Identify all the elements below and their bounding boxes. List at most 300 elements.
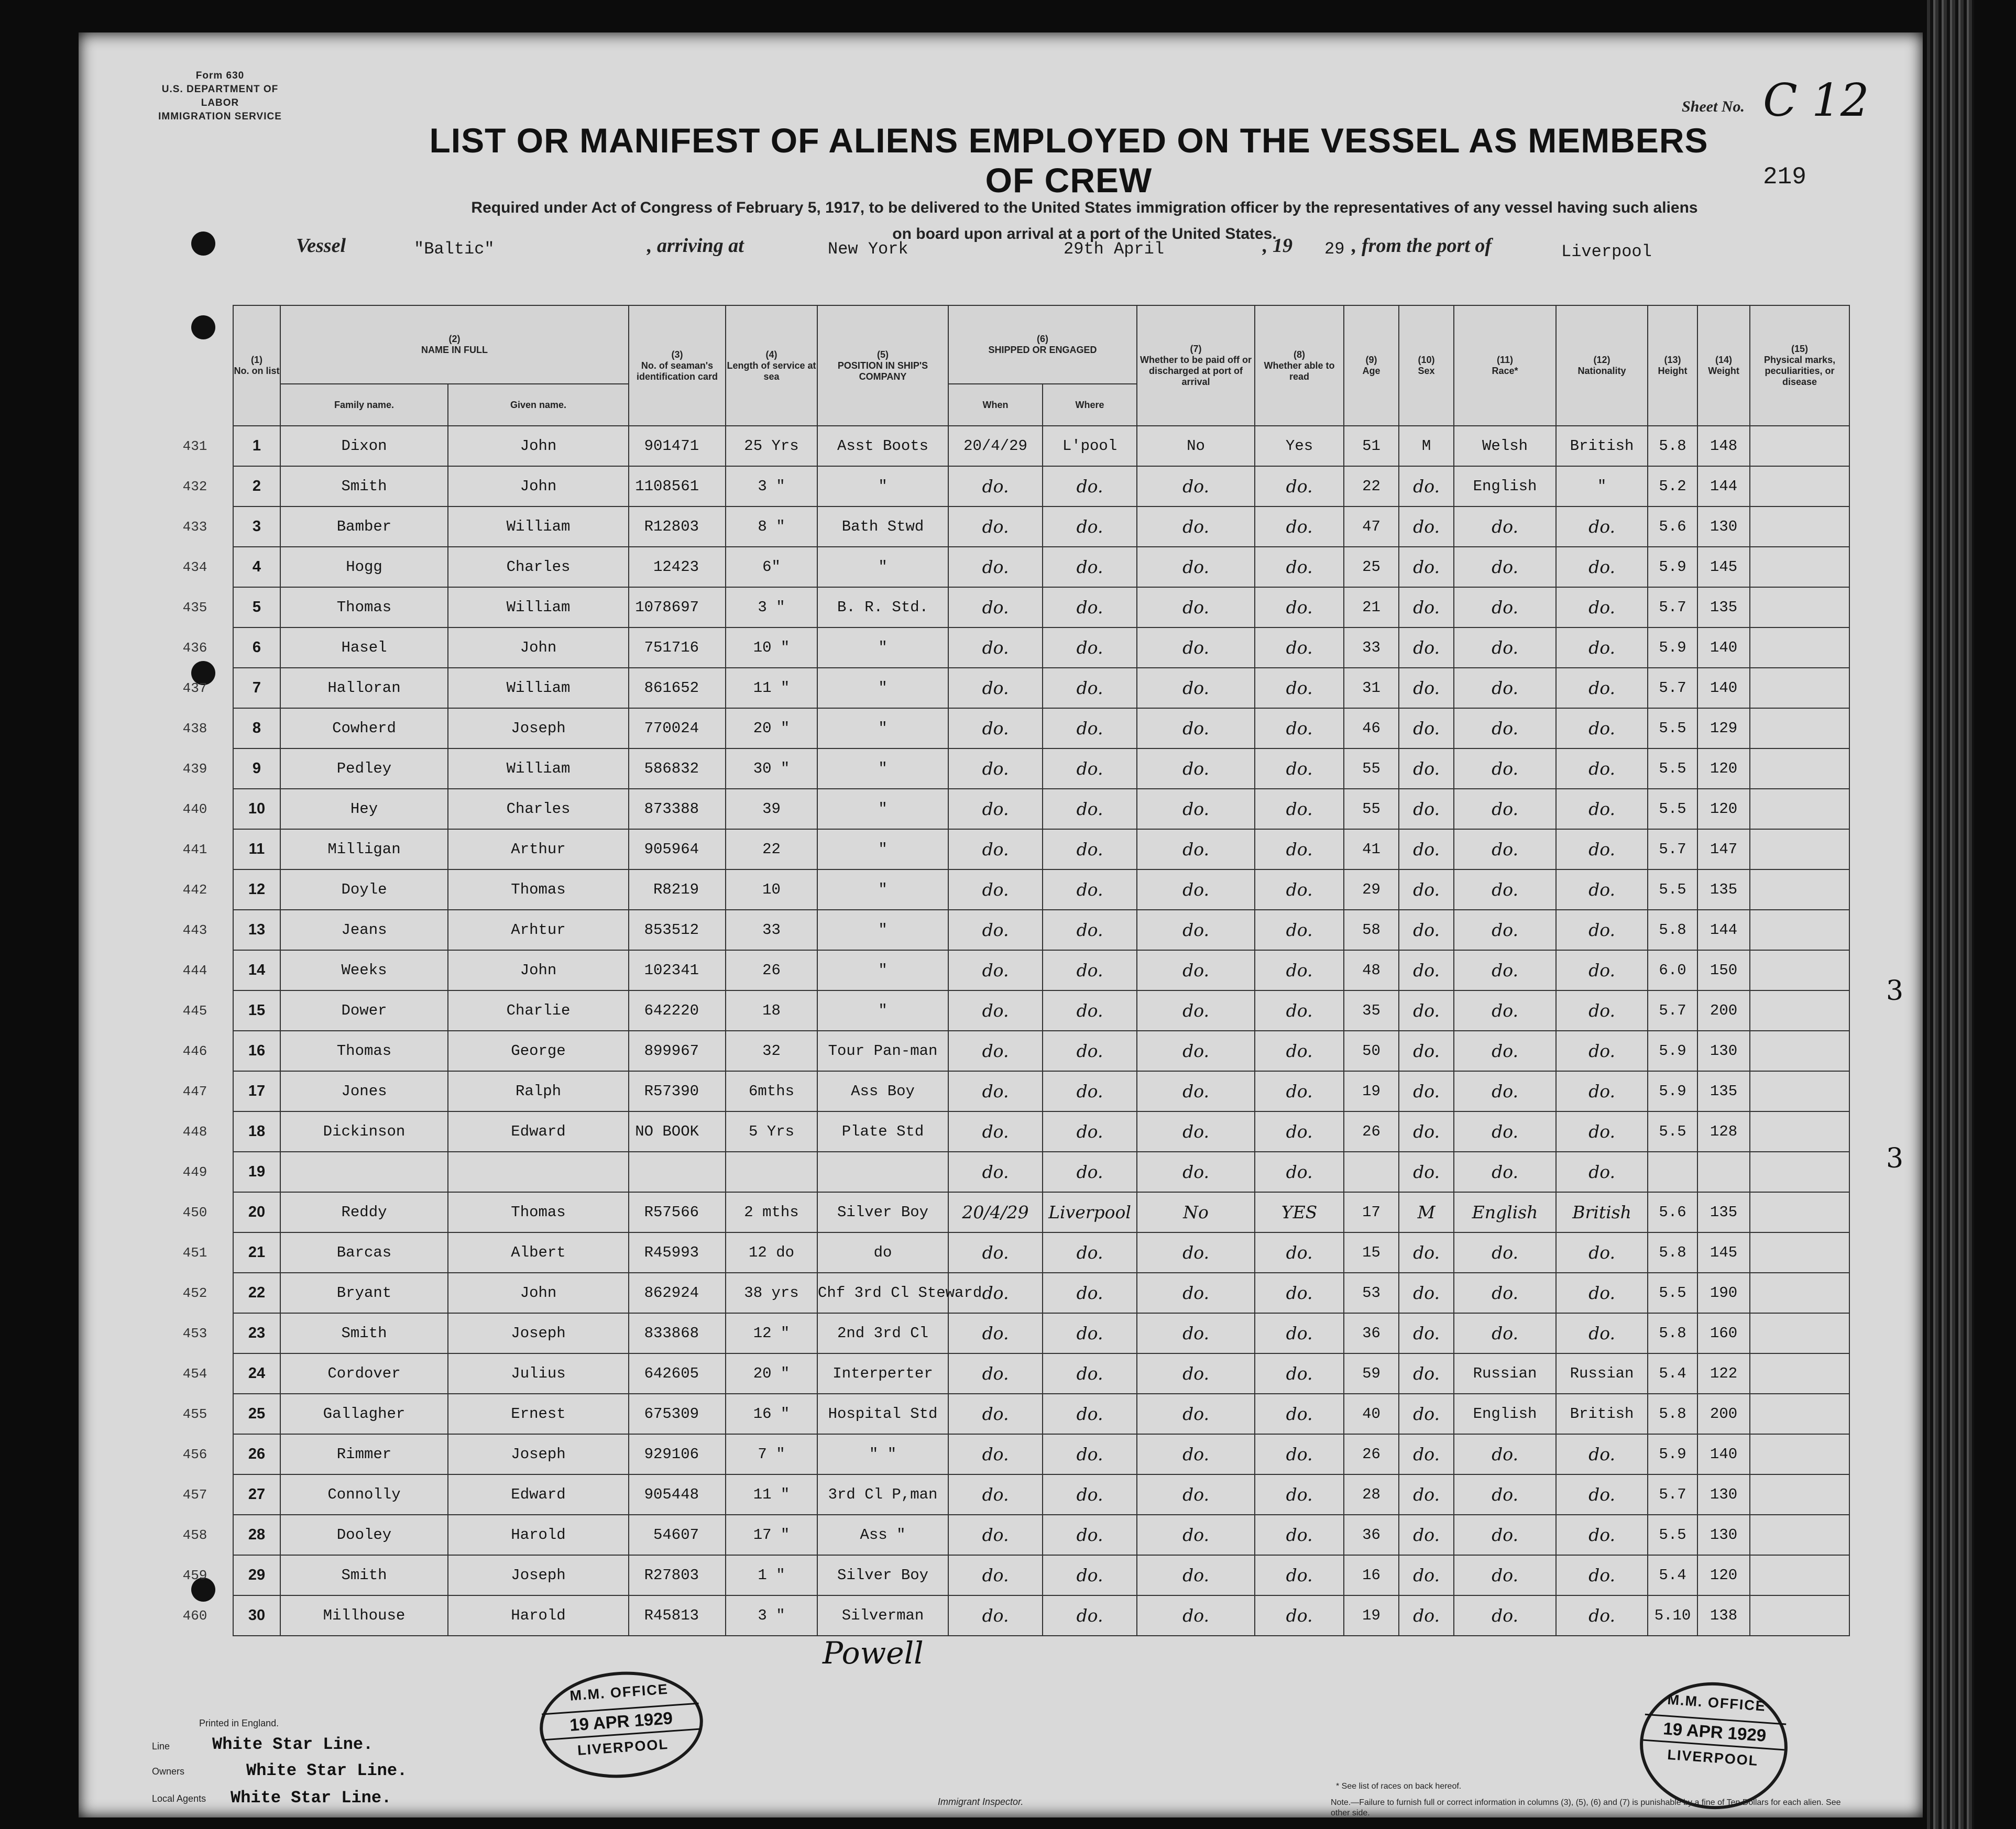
row-number-cell: 3 [233,506,280,547]
id-card-cell: 853512 [629,910,726,950]
race-cell: do. [1454,1474,1556,1515]
sex-cell: M [1399,1192,1454,1232]
family-name-cell: Doyle [280,869,448,910]
paid-off-cell: do. [1137,1273,1255,1313]
sex-cell: do. [1399,748,1454,789]
family-name-cell: Millhouse [280,1595,448,1636]
list-sequence-number: 451 [182,1244,207,1261]
family-name-cell: Smith [280,1313,448,1353]
position-cell: " [817,910,948,950]
paid-off-cell: do. [1137,748,1255,789]
race-cell: Russian [1454,1353,1556,1394]
row-number-cell: 6 [233,627,280,668]
age-cell: 19 [1344,1071,1399,1111]
id-card-cell: NO BOOK [629,1111,726,1152]
shipped-where-cell: do. [1043,1474,1137,1515]
race-cell: do. [1454,1152,1556,1192]
paid-off-cell: No [1137,426,1255,466]
family-name-cell [280,1152,448,1192]
sex-cell: do. [1399,1515,1454,1555]
physical-marks-cell [1750,1474,1849,1515]
race-cell: do. [1454,1031,1556,1071]
row-number-cell: 16 [233,1031,280,1071]
family-name-cell: Weeks [280,950,448,990]
list-sequence-number: 433 [182,519,207,535]
physical-marks-cell [1750,1111,1849,1152]
height-cell: 5.8 [1648,1394,1697,1434]
able-to-read-cell: do. [1255,789,1344,829]
row-number-cell: 18 [233,1111,280,1152]
position-cell: " [817,829,948,869]
shipped-when-cell: do. [948,1313,1043,1353]
paid-off-cell: do. [1137,1515,1255,1555]
paid-off-cell: do. [1137,1313,1255,1353]
shipped-where-cell: do. [1043,547,1137,587]
paid-off-cell: do. [1137,1071,1255,1111]
able-to-read-cell: do. [1255,1273,1344,1313]
length-of-service-cell: 20 " [726,708,817,748]
length-of-service-cell: 3 " [726,1595,817,1636]
row-number-cell: 1 [233,426,280,466]
shipped-when-cell: do. [948,1474,1043,1515]
family-name-cell: Jones [280,1071,448,1111]
line-name: White Star Line. [212,1735,374,1754]
weight-cell: 120 [1697,789,1750,829]
table-row [157,587,1849,627]
shipped-where-cell: do. [1043,1394,1137,1434]
given-name-cell: Charles [448,789,629,829]
length-of-service-cell: 39 [726,789,817,829]
sex-cell: do. [1399,910,1454,950]
paid-off-cell: do. [1137,1394,1255,1434]
physical-marks-cell [1750,1434,1849,1474]
nationality-cell: do. [1556,990,1648,1031]
row-number-cell: 15 [233,990,280,1031]
given-name-cell: Arhtur [448,910,629,950]
shipped-when-cell: do. [948,869,1043,910]
given-name-cell: Harold [448,1595,629,1636]
table-row [157,1474,1849,1515]
col-length-of-service: (4) Length of service at sea [726,305,817,426]
nationality-cell: do. [1556,506,1648,547]
nationality-cell: do. [1556,1434,1648,1474]
height-cell: 5.2 [1648,466,1697,506]
height-cell: 5.6 [1648,1192,1697,1232]
given-name-cell: Ernest [448,1394,629,1434]
race-cell: do. [1454,506,1556,547]
given-name-cell: Charlie [448,990,629,1031]
nationality-cell: do. [1556,1031,1648,1071]
physical-marks-cell [1750,1273,1849,1313]
able-to-read-cell: do. [1255,748,1344,789]
given-name-cell: John [448,627,629,668]
list-sequence-number: 460 [182,1607,207,1624]
shipped-where-cell: do. [1043,1353,1137,1394]
table-row [157,1152,1849,1192]
shipped-where-cell: do. [1043,789,1137,829]
table-row [157,748,1849,789]
able-to-read-cell: do. [1255,1232,1344,1273]
row-number-cell: 17 [233,1071,280,1111]
row-number-cell: 10 [233,789,280,829]
row-number-cell: 27 [233,1474,280,1515]
length-of-service-cell: 32 [726,1031,817,1071]
length-of-service-cell: 16 " [726,1394,817,1434]
row-number-cell: 30 [233,1595,280,1636]
race-cell: do. [1454,1071,1556,1111]
table-row [157,668,1849,708]
nationality-cell: do. [1556,1555,1648,1595]
physical-marks-cell [1750,1192,1849,1232]
nationality-cell: do. [1556,1474,1648,1515]
given-name-cell: Julius [448,1353,629,1394]
age-cell: 40 [1344,1394,1399,1434]
col-family-name: Family name. [280,384,448,426]
height-cell: 5.8 [1648,1313,1697,1353]
nationality-cell: do. [1556,1313,1648,1353]
table-row [157,1273,1849,1313]
row-number-cell: 25 [233,1394,280,1434]
sex-cell: do. [1399,1595,1454,1636]
height-cell: 5.7 [1648,668,1697,708]
id-card-cell: 861652 [629,668,726,708]
given-name-cell: Albert [448,1232,629,1273]
row-number-cell: 12 [233,869,280,910]
col-given-name: Given name. [448,384,629,426]
position-cell: " [817,627,948,668]
given-name-cell: Arthur [448,829,629,869]
shipped-when-cell: do. [948,1595,1043,1636]
paid-off-cell: do. [1137,829,1255,869]
height-cell: 6.0 [1648,950,1697,990]
length-of-service-cell: 10 [726,869,817,910]
race-cell: do. [1454,1111,1556,1152]
able-to-read-cell: do. [1255,1474,1344,1515]
sex-cell: do. [1399,627,1454,668]
family-name-cell: Dower [280,990,448,1031]
height-cell: 5.5 [1648,1111,1697,1152]
shipped-when-cell: do. [948,708,1043,748]
service-name: IMMIGRATION SERVICE [158,111,282,122]
list-sequence-number: 455 [182,1406,207,1422]
family-name-cell: Gallagher [280,1394,448,1434]
weight-cell: 135 [1697,1071,1750,1111]
shipped-when-cell: do. [948,1152,1043,1192]
inspector-label: Immigrant Inspector. [938,1797,1024,1807]
row-number-cell: 13 [233,910,280,950]
shipped-when-cell: do. [948,466,1043,506]
height-cell: 5.5 [1648,789,1697,829]
age-cell: 53 [1344,1273,1399,1313]
physical-marks-cell [1750,547,1849,587]
age-cell: 36 [1344,1515,1399,1555]
race-cell: do. [1454,1595,1556,1636]
manifest-sheet [79,32,1923,1817]
able-to-read-cell: do. [1255,1353,1344,1394]
weight-cell: 135 [1697,869,1750,910]
sex-cell: do. [1399,1313,1454,1353]
page-title: LIST OR MANIFEST OF ALIENS EMPLOYED ON THE VESSEL AS MEMBERS OF CREW [429,121,1708,200]
shipped-when-cell: do. [948,1111,1043,1152]
position-cell: " [817,466,948,506]
physical-marks-cell [1750,1555,1849,1595]
shipped-when-cell: do. [948,829,1043,869]
able-to-read-cell: do. [1255,1515,1344,1555]
physical-marks-cell [1750,1313,1849,1353]
age-cell: 15 [1344,1232,1399,1273]
table-row [157,1353,1849,1394]
id-card-cell: 873388 [629,789,726,829]
physical-marks-cell [1750,910,1849,950]
id-card-cell: 905964 [629,829,726,869]
shipped-when-cell: do. [948,789,1043,829]
family-name-cell: Milligan [280,829,448,869]
position-cell: " " [817,1434,948,1474]
list-sequence-number: 439 [182,761,207,777]
given-name-cell: Charles [448,547,629,587]
family-name-cell: Dixon [280,426,448,466]
position-cell: " [817,668,948,708]
age-cell: 25 [1344,547,1399,587]
shipped-where-cell: do. [1043,1434,1137,1474]
shipped-where-cell: do. [1043,668,1137,708]
paid-off-cell: do. [1137,1474,1255,1515]
row-number-cell: 23 [233,1313,280,1353]
id-card-cell: R57390 [629,1071,726,1111]
vessel-name: "Baltic" [414,239,495,259]
list-sequence-number: 449 [182,1164,207,1180]
length-of-service-cell: 25 Yrs [726,426,817,466]
penalty-note: Note.—Failure to furnish full or correct information in columns (3), (5), (6) and (7) is punishable by a fine of Ten Dollars for each alien. See other side. [1331,1798,1841,1817]
subtitle-line-1: Required under Act of Congress of February 5, 1917, to be delivered to the United States immigration officer by the representatives of any vessel having such aliens [471,199,1698,216]
paid-off-cell: do. [1137,466,1255,506]
weight-cell: 140 [1697,627,1750,668]
id-card-cell: 675309 [629,1394,726,1434]
nationality-cell: do. [1556,1273,1648,1313]
age-cell: 41 [1344,829,1399,869]
given-name-cell: Edward [448,1111,629,1152]
position-cell: " [817,547,948,587]
nationality-cell: do. [1556,789,1648,829]
arrival-year: 29 [1324,239,1345,259]
paid-off-cell: do. [1137,627,1255,668]
shipped-when-cell: do. [948,950,1043,990]
margin-mark: 3 [1886,975,1904,1007]
shipped-when-cell: do. [948,748,1043,789]
col-sex: (10) Sex [1399,305,1454,426]
list-sequence-number: 435 [182,599,207,615]
given-name-cell: George [448,1031,629,1071]
race-cell: do. [1454,627,1556,668]
position-cell: " [817,789,948,829]
weight-cell: 135 [1697,1192,1750,1232]
race-cell: do. [1454,1273,1556,1313]
shipped-when-cell: do. [948,910,1043,950]
physical-marks-cell [1750,1353,1849,1394]
weight-cell: 129 [1697,708,1750,748]
height-cell: 5.9 [1648,627,1697,668]
weight-cell: 135 [1697,587,1750,627]
weight-cell: 120 [1697,748,1750,789]
table-row [157,1111,1849,1152]
family-name-cell: Jeans [280,910,448,950]
shipped-when-cell: do. [948,1515,1043,1555]
table-row [157,1515,1849,1555]
race-cell: English [1454,1192,1556,1232]
binder-hole [191,232,215,256]
position-cell: " [817,748,948,789]
paid-off-cell: do. [1137,587,1255,627]
physical-marks-cell [1750,748,1849,789]
id-card-cell: 901471 [629,426,726,466]
shipped-where-cell: do. [1043,1111,1137,1152]
length-of-service-cell: 8 " [726,506,817,547]
paid-off-cell: do. [1137,990,1255,1031]
weight-cell: 140 [1697,1434,1750,1474]
paid-off-cell: do. [1137,789,1255,829]
length-of-service-cell: 26 [726,950,817,990]
age-cell: 51 [1344,426,1399,466]
physical-marks-cell [1750,1515,1849,1555]
age-cell: 46 [1344,708,1399,748]
height-cell: 5.8 [1648,1232,1697,1273]
physical-marks-cell [1750,789,1849,829]
able-to-read-cell: do. [1255,1434,1344,1474]
able-to-read-cell: do. [1255,1152,1344,1192]
nationality-cell: do. [1556,1515,1648,1555]
col-paid-off: (7) Whether to be paid off or discharged at port of arrival [1137,305,1255,426]
nationality-cell: do. [1556,829,1648,869]
height-cell: 5.8 [1648,426,1697,466]
id-card-cell: 862924 [629,1273,726,1313]
paid-off-cell: do. [1137,668,1255,708]
list-sequence-number: 446 [182,1043,207,1059]
paid-off-cell: do. [1137,1434,1255,1474]
given-name-cell: William [448,506,629,547]
physical-marks-cell [1750,506,1849,547]
able-to-read-cell: do. [1255,1071,1344,1111]
family-name-cell: Smith [280,1555,448,1595]
race-cell: do. [1454,587,1556,627]
length-of-service-cell: 22 [726,829,817,869]
length-of-service-cell: 12 " [726,1313,817,1353]
physical-marks-cell [1750,990,1849,1031]
shipped-where-cell: do. [1043,1515,1137,1555]
list-sequence-number: 441 [182,841,207,857]
shipped-where-cell: do. [1043,869,1137,910]
length-of-service-cell: 38 yrs [726,1273,817,1313]
able-to-read-cell: do. [1255,708,1344,748]
row-number-cell: 20 [233,1192,280,1232]
table-row [157,1031,1849,1071]
shipped-where-cell: do. [1043,1313,1137,1353]
agents-label: Local Agents [152,1793,206,1804]
id-card-cell: 899967 [629,1031,726,1071]
col-weight: (14) Weight [1697,305,1750,426]
weight-cell: 144 [1697,466,1750,506]
able-to-read-cell: do. [1255,1595,1344,1636]
arrival-port: New York [828,239,908,259]
height-cell: 5.5 [1648,1515,1697,1555]
shipped-when-cell: do. [948,1394,1043,1434]
row-number-cell: 21 [233,1232,280,1273]
height-cell [1648,1152,1697,1192]
sex-cell: do. [1399,547,1454,587]
given-name-cell: Joseph [448,1434,629,1474]
sex-cell: do. [1399,1273,1454,1313]
family-name-cell: Cowherd [280,708,448,748]
length-of-service-cell: 6" [726,547,817,587]
weight-cell: 150 [1697,950,1750,990]
family-name-cell: Smith [280,466,448,506]
table-row [157,466,1849,506]
departure-port: Liverpool [1561,242,1652,261]
id-card-cell: 586832 [629,748,726,789]
race-cell: do. [1454,708,1556,748]
nationality-cell: British [1556,1394,1648,1434]
col-when: When [948,384,1043,426]
department-name: U.S. DEPARTMENT OF LABOR [161,84,279,108]
list-sequence-number: 447 [182,1083,207,1099]
age-cell: 35 [1344,990,1399,1031]
shipped-where-cell: do. [1043,829,1137,869]
col-position: (5) POSITION IN SHIP'S COMPANY [817,305,948,426]
office-stamp: M.M. OFFICE 19 APR 1929 LIVERPOOL [536,1666,706,1783]
age-cell: 33 [1344,627,1399,668]
row-number-cell: 11 [233,829,280,869]
position-cell [817,1152,948,1192]
list-sequence-number: 454 [182,1365,207,1382]
nationality-cell: do. [1556,547,1648,587]
physical-marks-cell [1750,708,1849,748]
physical-marks-cell [1750,587,1849,627]
weight-cell: 130 [1697,1515,1750,1555]
list-sequence-number: 450 [182,1204,207,1220]
arrival-date: 29th April [1064,239,1165,259]
physical-marks-cell [1750,1394,1849,1434]
age-cell: 28 [1344,1474,1399,1515]
id-card-cell: 102341 [629,950,726,990]
race-cell: do. [1454,748,1556,789]
list-sequence-number: 458 [182,1527,207,1543]
race-cell: English [1454,466,1556,506]
age-cell: 55 [1344,748,1399,789]
physical-marks-cell [1750,1152,1849,1192]
paid-off-cell: do. [1137,547,1255,587]
nationality-cell: do. [1556,668,1648,708]
shipped-when-cell: do. [948,1232,1043,1273]
given-name-cell: William [448,668,629,708]
list-sequence-number: 431 [182,438,207,454]
family-name-cell: Halloran [280,668,448,708]
sex-cell: do. [1399,829,1454,869]
sex-cell: do. [1399,506,1454,547]
physical-marks-cell [1750,466,1849,506]
family-name-cell: Reddy [280,1192,448,1232]
shipped-when-cell: do. [948,1273,1043,1313]
sex-cell: do. [1399,668,1454,708]
weight-cell: 148 [1697,426,1750,466]
table-row [157,708,1849,748]
shipped-where-cell: do. [1043,1071,1137,1111]
position-cell: Chf 3rd Cl Steward [817,1273,948,1313]
sex-cell: do. [1399,950,1454,990]
physical-marks-cell [1750,1595,1849,1636]
length-of-service-cell: 10 " [726,627,817,668]
id-card-cell: 833868 [629,1313,726,1353]
race-cell: Welsh [1454,426,1556,466]
nationality-cell: do. [1556,748,1648,789]
